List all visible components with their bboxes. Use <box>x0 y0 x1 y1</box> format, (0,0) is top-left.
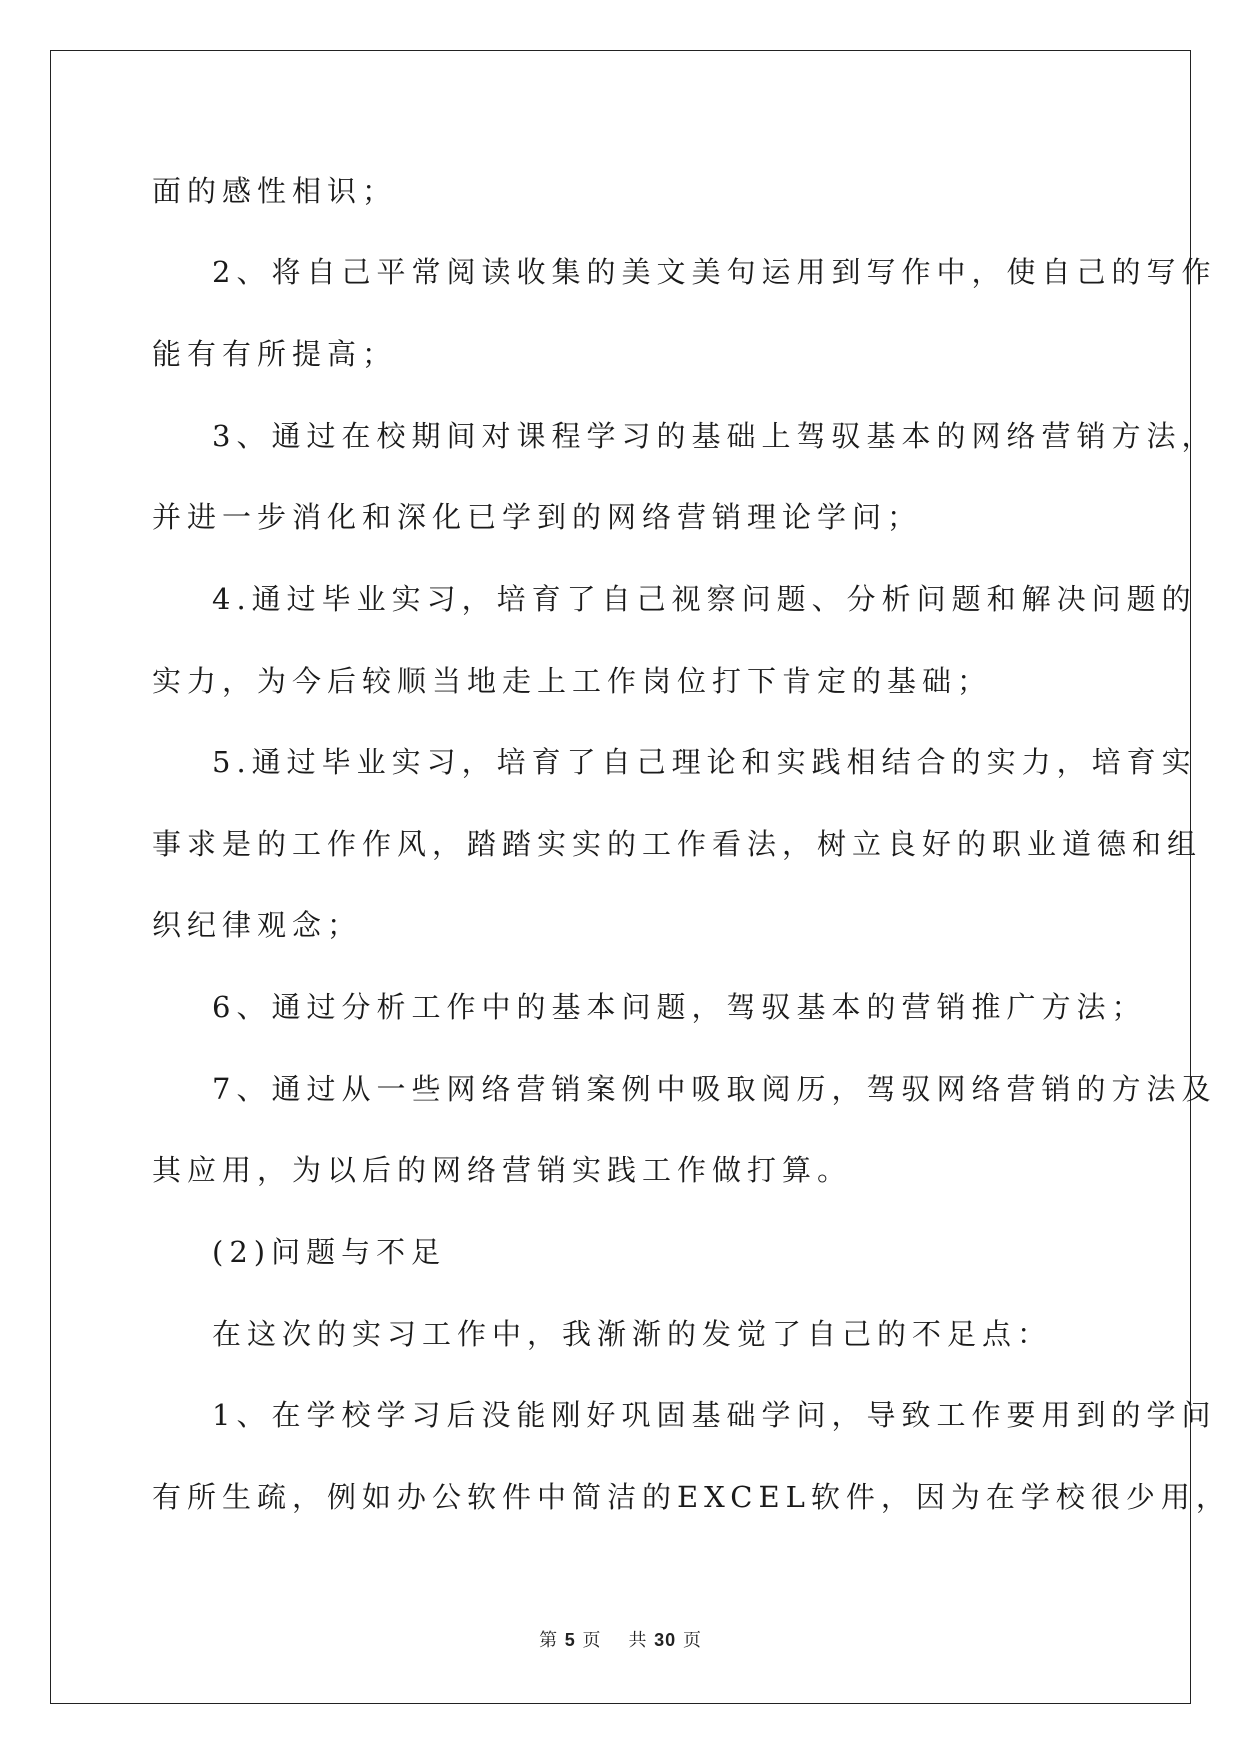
page-border <box>50 50 1191 1704</box>
footer-total-unit: 页 <box>682 1630 702 1651</box>
text-line: 面的感性相识； <box>152 174 398 208</box>
text-line: 能有有所提高； <box>152 337 398 371</box>
text-line: 2、将自己平常阅读收集的美文美句运用到写作中，使自己的写作 <box>212 255 1217 289</box>
current-page-number: 5 <box>564 1630 576 1650</box>
text-line: 7、通过从一些网络营销案例中吸取阅历，驾驭网络营销的方法及 <box>212 1072 1217 1106</box>
footer-total-prefix: 共 <box>628 1630 648 1651</box>
section-heading: (2)问题与不足 <box>212 1235 447 1269</box>
text-line: 有所生疏，例如办公软件中简洁的EXCEL软件，因为在学校很少用， <box>152 1480 1231 1514</box>
text-line: 在这次的实习工作中，我渐渐的发觉了自己的不足点： <box>212 1317 1053 1351</box>
text-line: 并进一步消化和深化已学到的网络营销理论学问； <box>152 500 923 534</box>
footer-page-unit: 页 <box>582 1630 602 1651</box>
text-line: 织纪律观念； <box>152 908 363 942</box>
text-line: 6、通过分析工作中的基本问题，驾驭基本的营销推广方法； <box>212 990 1147 1024</box>
total-page-count: 30 <box>654 1630 677 1650</box>
text-line: 实力，为今后较顺当地走上工作岗位打下肯定的基础； <box>152 664 993 698</box>
text-line: 4.通过毕业实习，培育了自己视察问题、分析问题和解决问题的 <box>212 582 1197 616</box>
footer-prefix: 第 <box>539 1630 559 1651</box>
text-line: 5.通过毕业实习，培育了自己理论和实践相结合的实力，培育实 <box>212 745 1197 779</box>
text-line: 1、在学校学习后没能刚好巩固基础学问，导致工作要用到的学问 <box>212 1398 1217 1432</box>
page-footer <box>0 1626 1241 1652</box>
text-line: 3、通过在校期间对课程学习的基础上驾驭基本的网络营销方法， <box>212 419 1217 453</box>
text-line: 其应用，为以后的网络营销实践工作做打算。 <box>152 1153 853 1187</box>
text-line: 事求是的工作作风，踏踏实实的工作看法，树立良好的职业道德和组 <box>152 827 1203 861</box>
